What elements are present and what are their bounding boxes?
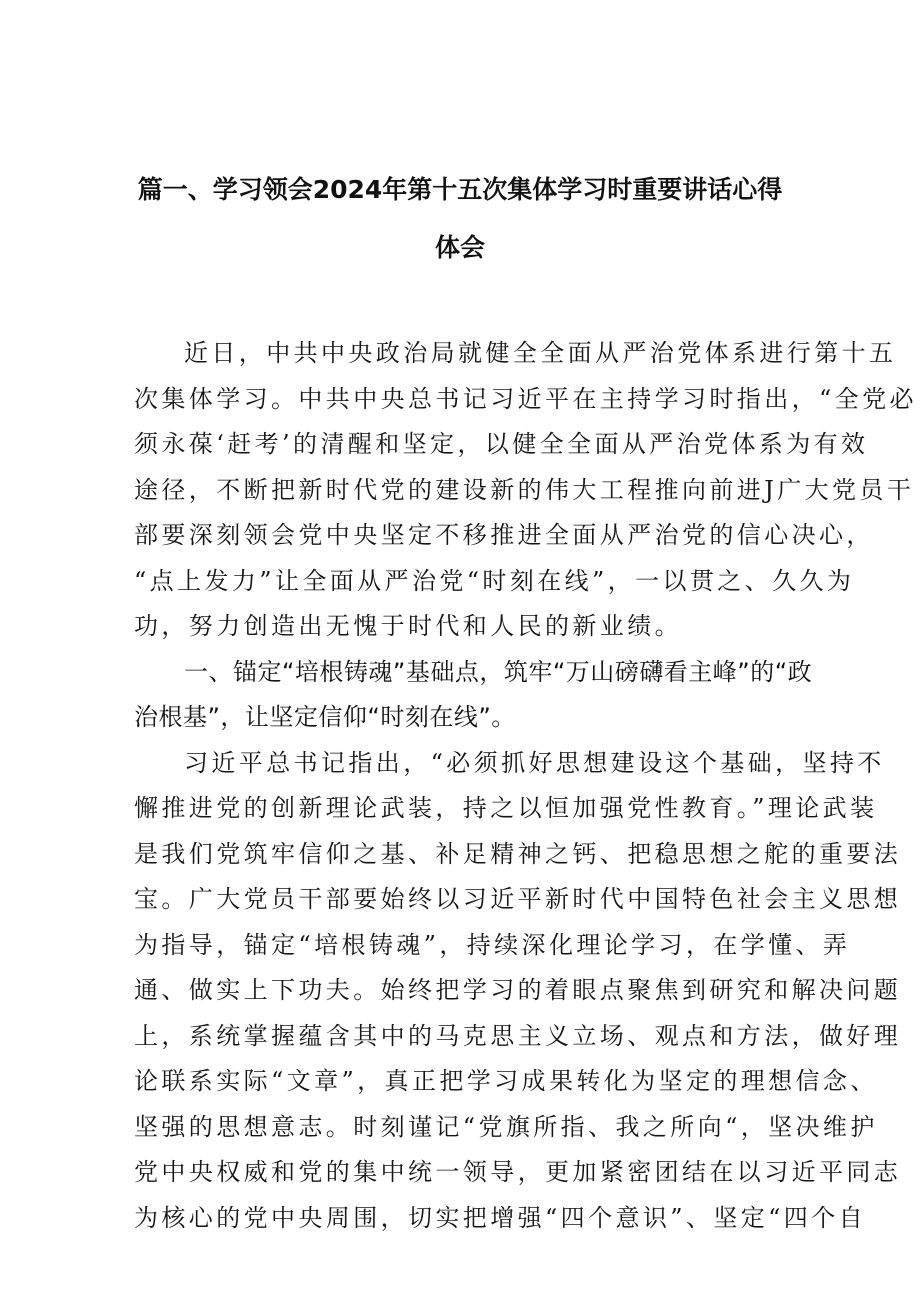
paragraph-2-line-7: 上，系统掌握蕴含其中的马克思主义立场、观点和方法，做好理 (134, 1022, 902, 1050)
paragraph-1-line-7: 功，努力创造出无愧于时代和人民的新业绩。 (134, 612, 682, 640)
section-heading-1-line-1: 一、锚定“培根铸魂”基础点，筑牢“万山磅礴看主峰”的“政 (184, 658, 813, 686)
document-title-line-1: 篇一、学习领会2024年第十五次集体学习时重要讲话心得 (137, 175, 783, 204)
paragraph-1-line-5: 部要深刻领会党中央坚定不移推进全面从严治党的信心决心， (134, 521, 874, 549)
paragraph-2-line-4: 宝。广大党员干部要始终以习近平新时代中国特色社会主义思想 (134, 885, 902, 913)
paragraph-1-line-2: 次集体学习。中共中央总书记习近平在主持学习时指出，“全党必 (134, 385, 917, 413)
paragraph-2-line-1: 习近平总书记指出，“必须抓好思想建设这个基础，坚持不 (184, 749, 885, 777)
paragraph-2-line-2: 懈推进党的创新理论武装，持之以恒加强党性教育。”理论武装 (134, 794, 878, 822)
document-title-line-2: 体会 (434, 233, 485, 262)
paragraph-1-line-1: 近日，中共中央政治局就健全全面从严治党体系进行第十五 (184, 339, 897, 367)
paragraph-2-line-9: 坚强的思想意志。时刻谨记“党旗所指、我之所向“，坚决维护 (134, 1113, 878, 1141)
paragraph-1-line-3: 须永葆‘赶考’的清醒和坚定，以健全全面从严治党体系为有效 (134, 430, 869, 458)
paragraph-1-line-4: 途径，不断把新时代党的建设新的伟大工程推向前进J广大党员干 (134, 476, 915, 504)
paragraph-1-line-6: “点上发力”让全面从严治党“时刻在线”，一以贯之、久久为 (134, 567, 855, 595)
paragraph-2-line-5: 为指导，锚定“培根铸魂”，持续深化理论学习，在学懂、弄 (134, 931, 851, 959)
paragraph-2-line-6: 通、做实上下功夫。始终把学习的着眼点聚焦到研究和解决问题 (134, 976, 902, 1004)
section-heading-1-line-2: 治根基”，让坚定信仰“时刻在线”。 (134, 703, 516, 731)
paragraph-2-line-8: 论联系实际“文章”，真正把学习成果转化为坚定的理想信念、 (134, 1067, 878, 1095)
paragraph-2-line-11: 为核心的党中央周围，切实把增强“四个意识”、坚定“四个自 (134, 1204, 867, 1232)
paragraph-2-line-10: 党中央权威和党的集中统一领导，更加紧密团结在以习近平同志 (134, 1158, 902, 1186)
paragraph-2-line-3: 是我们党筑牢信仰之基、补足精神之钙、把稳思想之舵的重要法 (134, 840, 902, 868)
